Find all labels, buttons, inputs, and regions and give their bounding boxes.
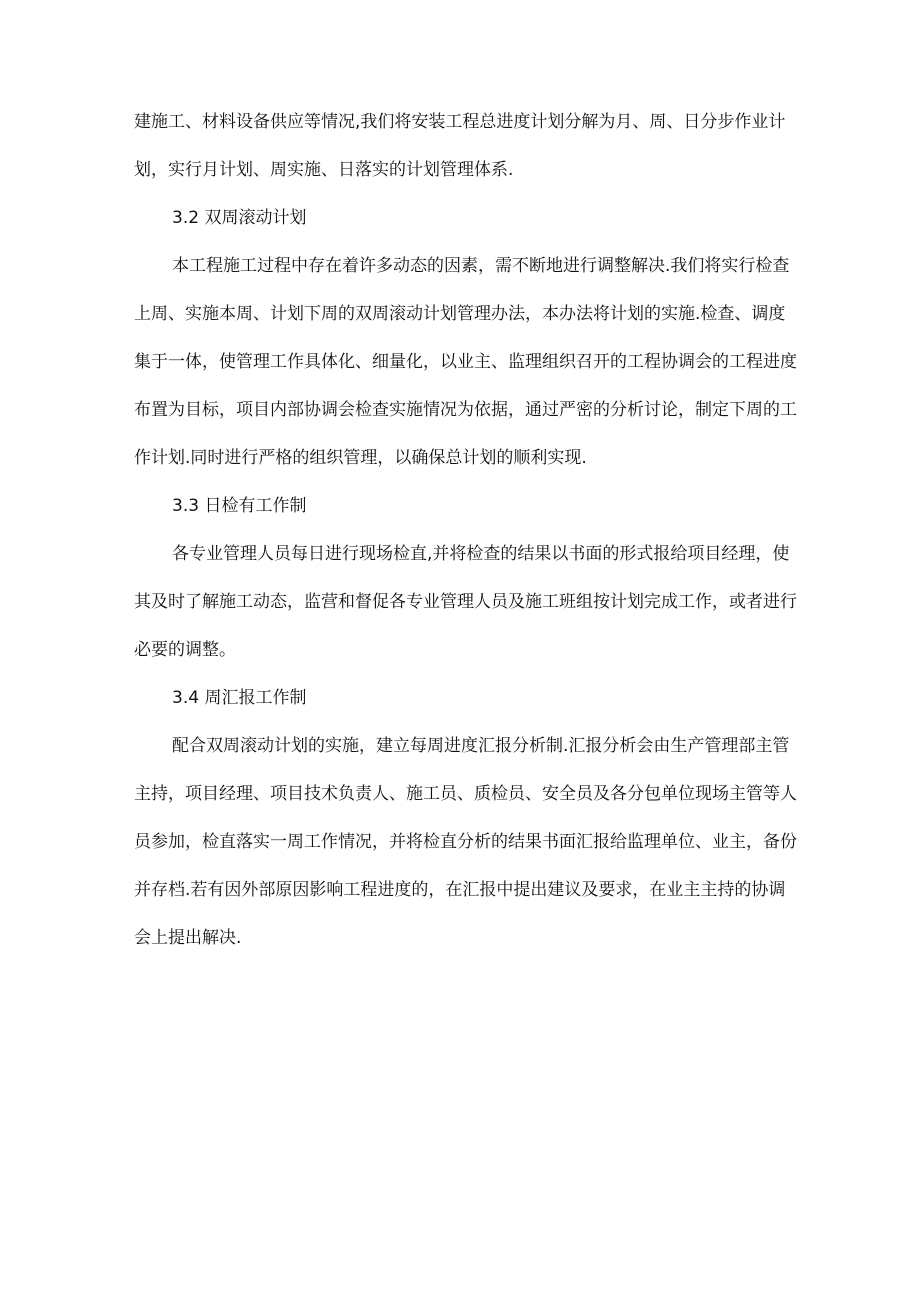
- paragraph-line: 主持，项目经理、项目技术负责人、施工员、质检员、安全员及各分包单位现场主管等人: [134, 784, 797, 804]
- paragraph-line: 员参加，检直落实一周工作情况，并将检直分析的结果书面汇报给监理单位、业主，备份: [134, 832, 797, 852]
- paragraph-line: 并存档.若有因外部原因影响工程进度的，在汇报中提出建议及要求，在业主主持的协调: [134, 880, 786, 900]
- paragraph-line: 会上提出解决.: [134, 928, 242, 948]
- paragraph-line: 各专业管理人员每日进行现场检直,并将检查的结果以书面的形式报给项目经理，使: [172, 544, 790, 564]
- paragraph-line: 上周、实施本周、计划下周的双周滚动计划管理办法，本办法将计划的实施.检查、调度: [134, 304, 786, 324]
- paragraph-line: 配合双周滚动计划的实施，建立每周进度汇报分析制.汇报分析会由生产管理部主管: [172, 736, 790, 756]
- paragraph-line: 建施工、材料设备供应等情况,我们将安装工程总进度计划分解为月、周、日分步作业计: [134, 112, 786, 132]
- section-heading-3-3: 3.3 日检有工作制: [172, 496, 307, 516]
- section-heading-3-4: 3.4 周汇报工作制: [172, 688, 307, 708]
- paragraph-line: 划，实行月计划、周实施、日落实的计划管理体系.: [134, 160, 514, 180]
- paragraph-line: 必要的调整。: [134, 640, 236, 660]
- paragraph-line: 布置为目标，项目内部协调会检查实施情况为依据，通过严密的分析讨论，制定下周的工: [134, 400, 797, 420]
- paragraph-line: 集于一体，使管理工作具体化、细量化，以业主、监理组织召开的工程协调会的工程进度: [134, 352, 797, 372]
- paragraph-line: 作计划.同时进行严格的组织管理，以确保总计划的顺利实现.: [134, 448, 587, 468]
- paragraph-line: 其及时了解施工动态，监营和督促各专业管理人员及施工班组按计划完成工作，或者进行: [134, 592, 797, 612]
- section-heading-3-2: 3.2 双周滚动计划: [172, 208, 307, 228]
- paragraph-line: 本工程施工过程中存在着许多动态的因素，需不断地进行调整解决.我们将实行检查: [172, 256, 790, 276]
